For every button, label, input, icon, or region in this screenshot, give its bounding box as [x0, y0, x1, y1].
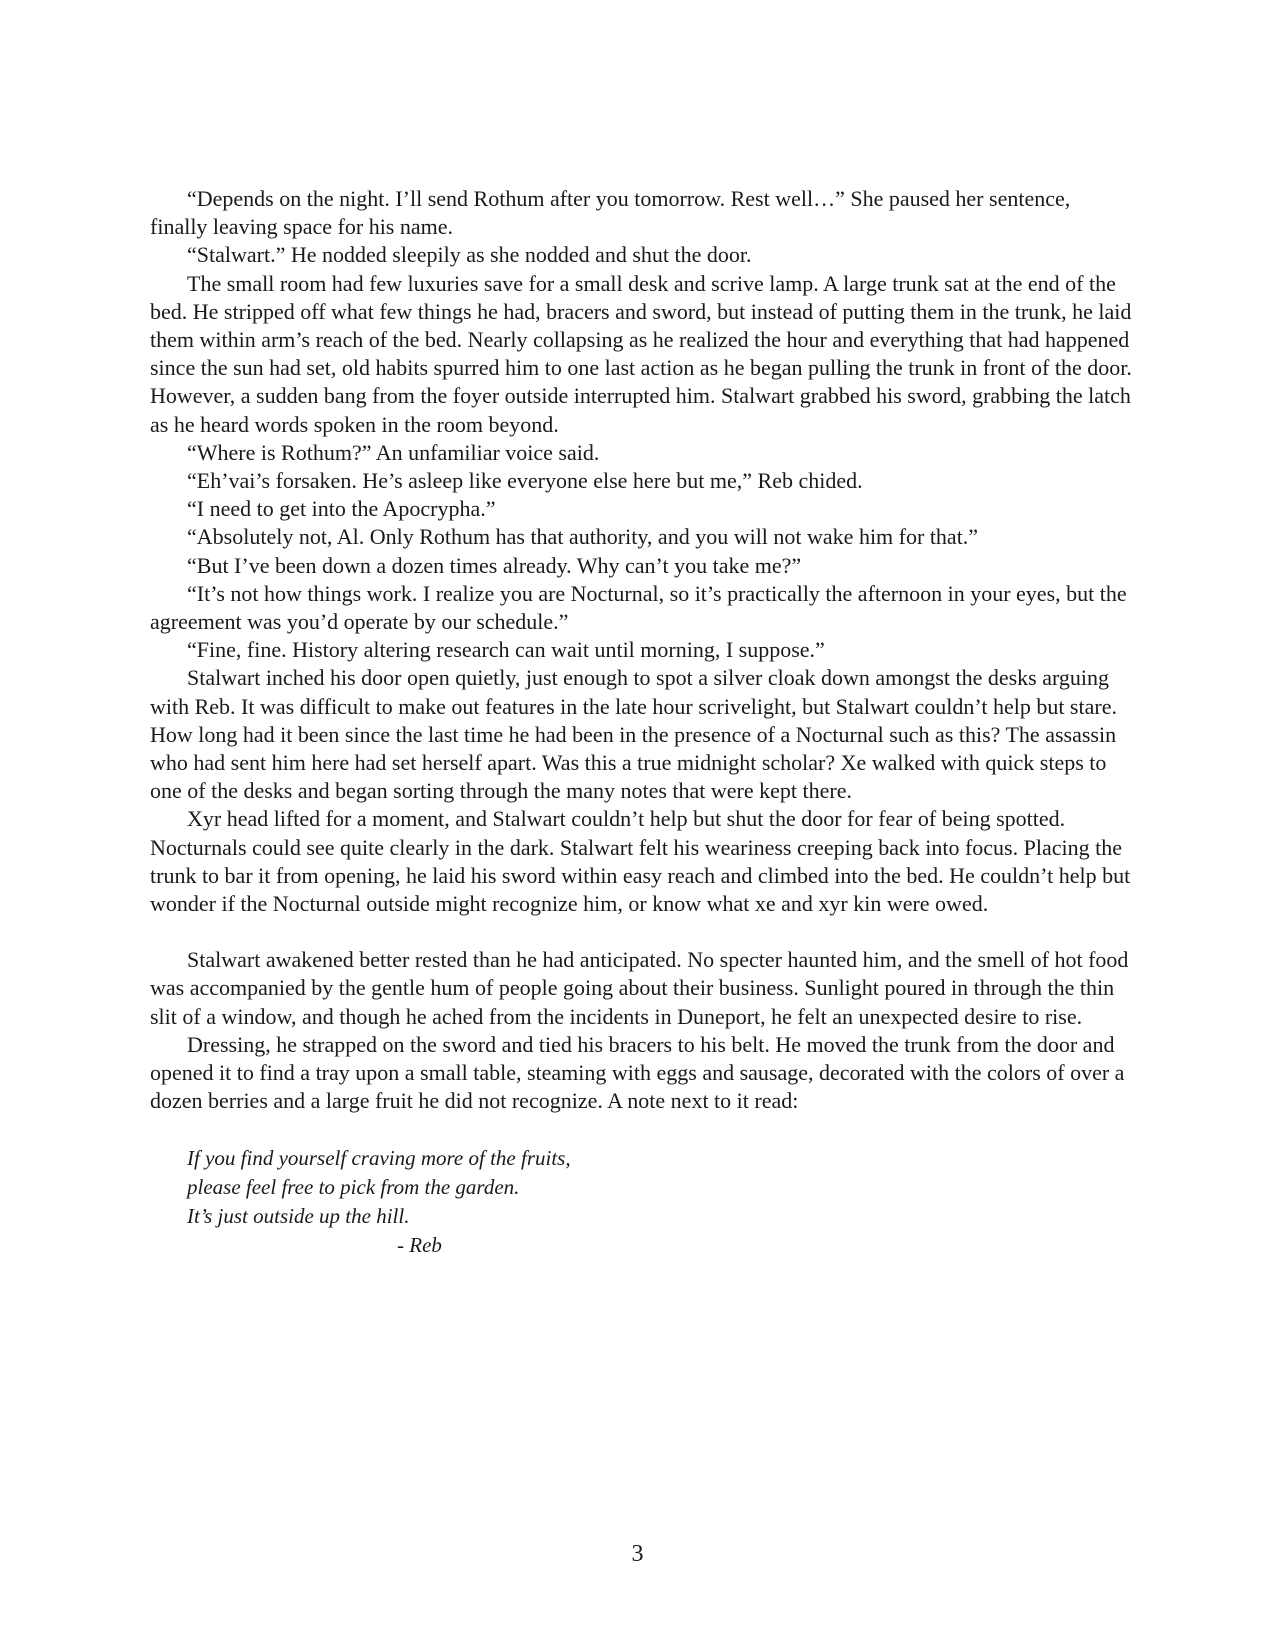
paragraph: “It’s not how things work. I realize you are Nocturnal, so it’s practically the afternoon in your eyes, but the agreement was you’d operate by our schedule.” — [150, 580, 1127, 635]
page-number: 3 — [631, 1541, 644, 1567]
body-text — [150, 185, 1132, 1260]
handwritten-note — [187, 1144, 1132, 1260]
note-line: If you find yourself craving more of the fruits, — [187, 1145, 571, 1170]
paragraph: “Stalwart.” He nodded sleepily as she nodded and shut the door. — [187, 242, 752, 268]
note-line: It’s just outside up the hill. — [187, 1203, 410, 1228]
paragraph: “Absolutely not, Al. Only Rothum has that authority, and you will not wake him for that.” — [187, 524, 979, 550]
paragraph: “But I’ve been down a dozen times already. Why can’t you take me?” — [187, 552, 802, 578]
section-break — [150, 918, 1132, 946]
paragraph: Dressing, he strapped on the sword and tied his bracers to his belt. He moved the trunk from the door and opened it to find a tray upon a small table, steaming with eggs and sausage, decorated with the colors of over a dozen berries and a large fruit he did not recognize. A note next to it read: — [150, 1031, 1125, 1114]
paragraph: “Where is Rothum?” An unfamiliar voice said. — [187, 439, 600, 465]
paragraph: “Eh’vai’s forsaken. He’s asleep like everyone else here but me,” Reb chided. — [187, 468, 863, 494]
paragraph: Stalwart inched his door open quietly, just enough to spot a silver cloak down amongst the desks arguing with Reb. It was difficult to make out features in the late hour scrivelight, but Stalwart couldn’t help but stare. How long had it been since the last time he had been in the presence of a Nocturnal such as this? The assassin who had sent him here had set herself apart. Was this a true midnight scholar? Xe walked with quick steps to one of the desks and began sorting through the many notes that were kept there. — [150, 665, 1117, 804]
note-line: please feel free to pick from the garden. — [187, 1174, 520, 1199]
paragraph: The small room had few luxuries save for a small desk and scrive lamp. A large trunk sat at the end of the bed. He stripped off what few things he had, bracers and sword, but instead of putting them in the trunk, he laid them within arm’s reach of the bed. Nearly collapsing as he realized the hour and everything that had happened since the sun had set, old habits spurred him to one last action as he began pulling the trunk in front of the door. However, a sudden bang from the foyer outside interrupted him. Stalwart grabbed his sword, grabbing the latch as he heard words spoken in the room beyond. — [150, 270, 1132, 437]
paragraph: Xyr head lifted for a moment, and Stalwart couldn’t help but shut the door for fear of being spotted. Nocturnals could see quite clearly in the dark. Stalwart felt his weariness creeping back into focus. Placing the trunk to bar it from opening, he laid his sword within easy reach and climbed into the bed. He couldn’t help but wonder if the Nocturnal outside might recognize him, or know what xe and xyr kin were owed. — [150, 806, 1131, 917]
note-signature: - Reb — [397, 1232, 442, 1257]
paragraph: “Fine, fine. History altering research can wait until morning, I suppose.” — [187, 637, 825, 663]
paragraph: “I need to get into the Apocrypha.” — [187, 496, 496, 522]
paragraph: “Depends on the night. I’ll send Rothum after you tomorrow. Rest well…” She paused her sentence, finally leaving space for his name. — [150, 186, 1071, 240]
paragraph: Stalwart awakened better rested than he had anticipated. No specter haunted him, and the smell of hot food was accompanied by the gentle hum of people going about their business. Sunlight poured in through the thin slit of a window, and though he ached from the incidents in Duneport, he felt an unexpected desire to rise. — [150, 947, 1129, 1029]
